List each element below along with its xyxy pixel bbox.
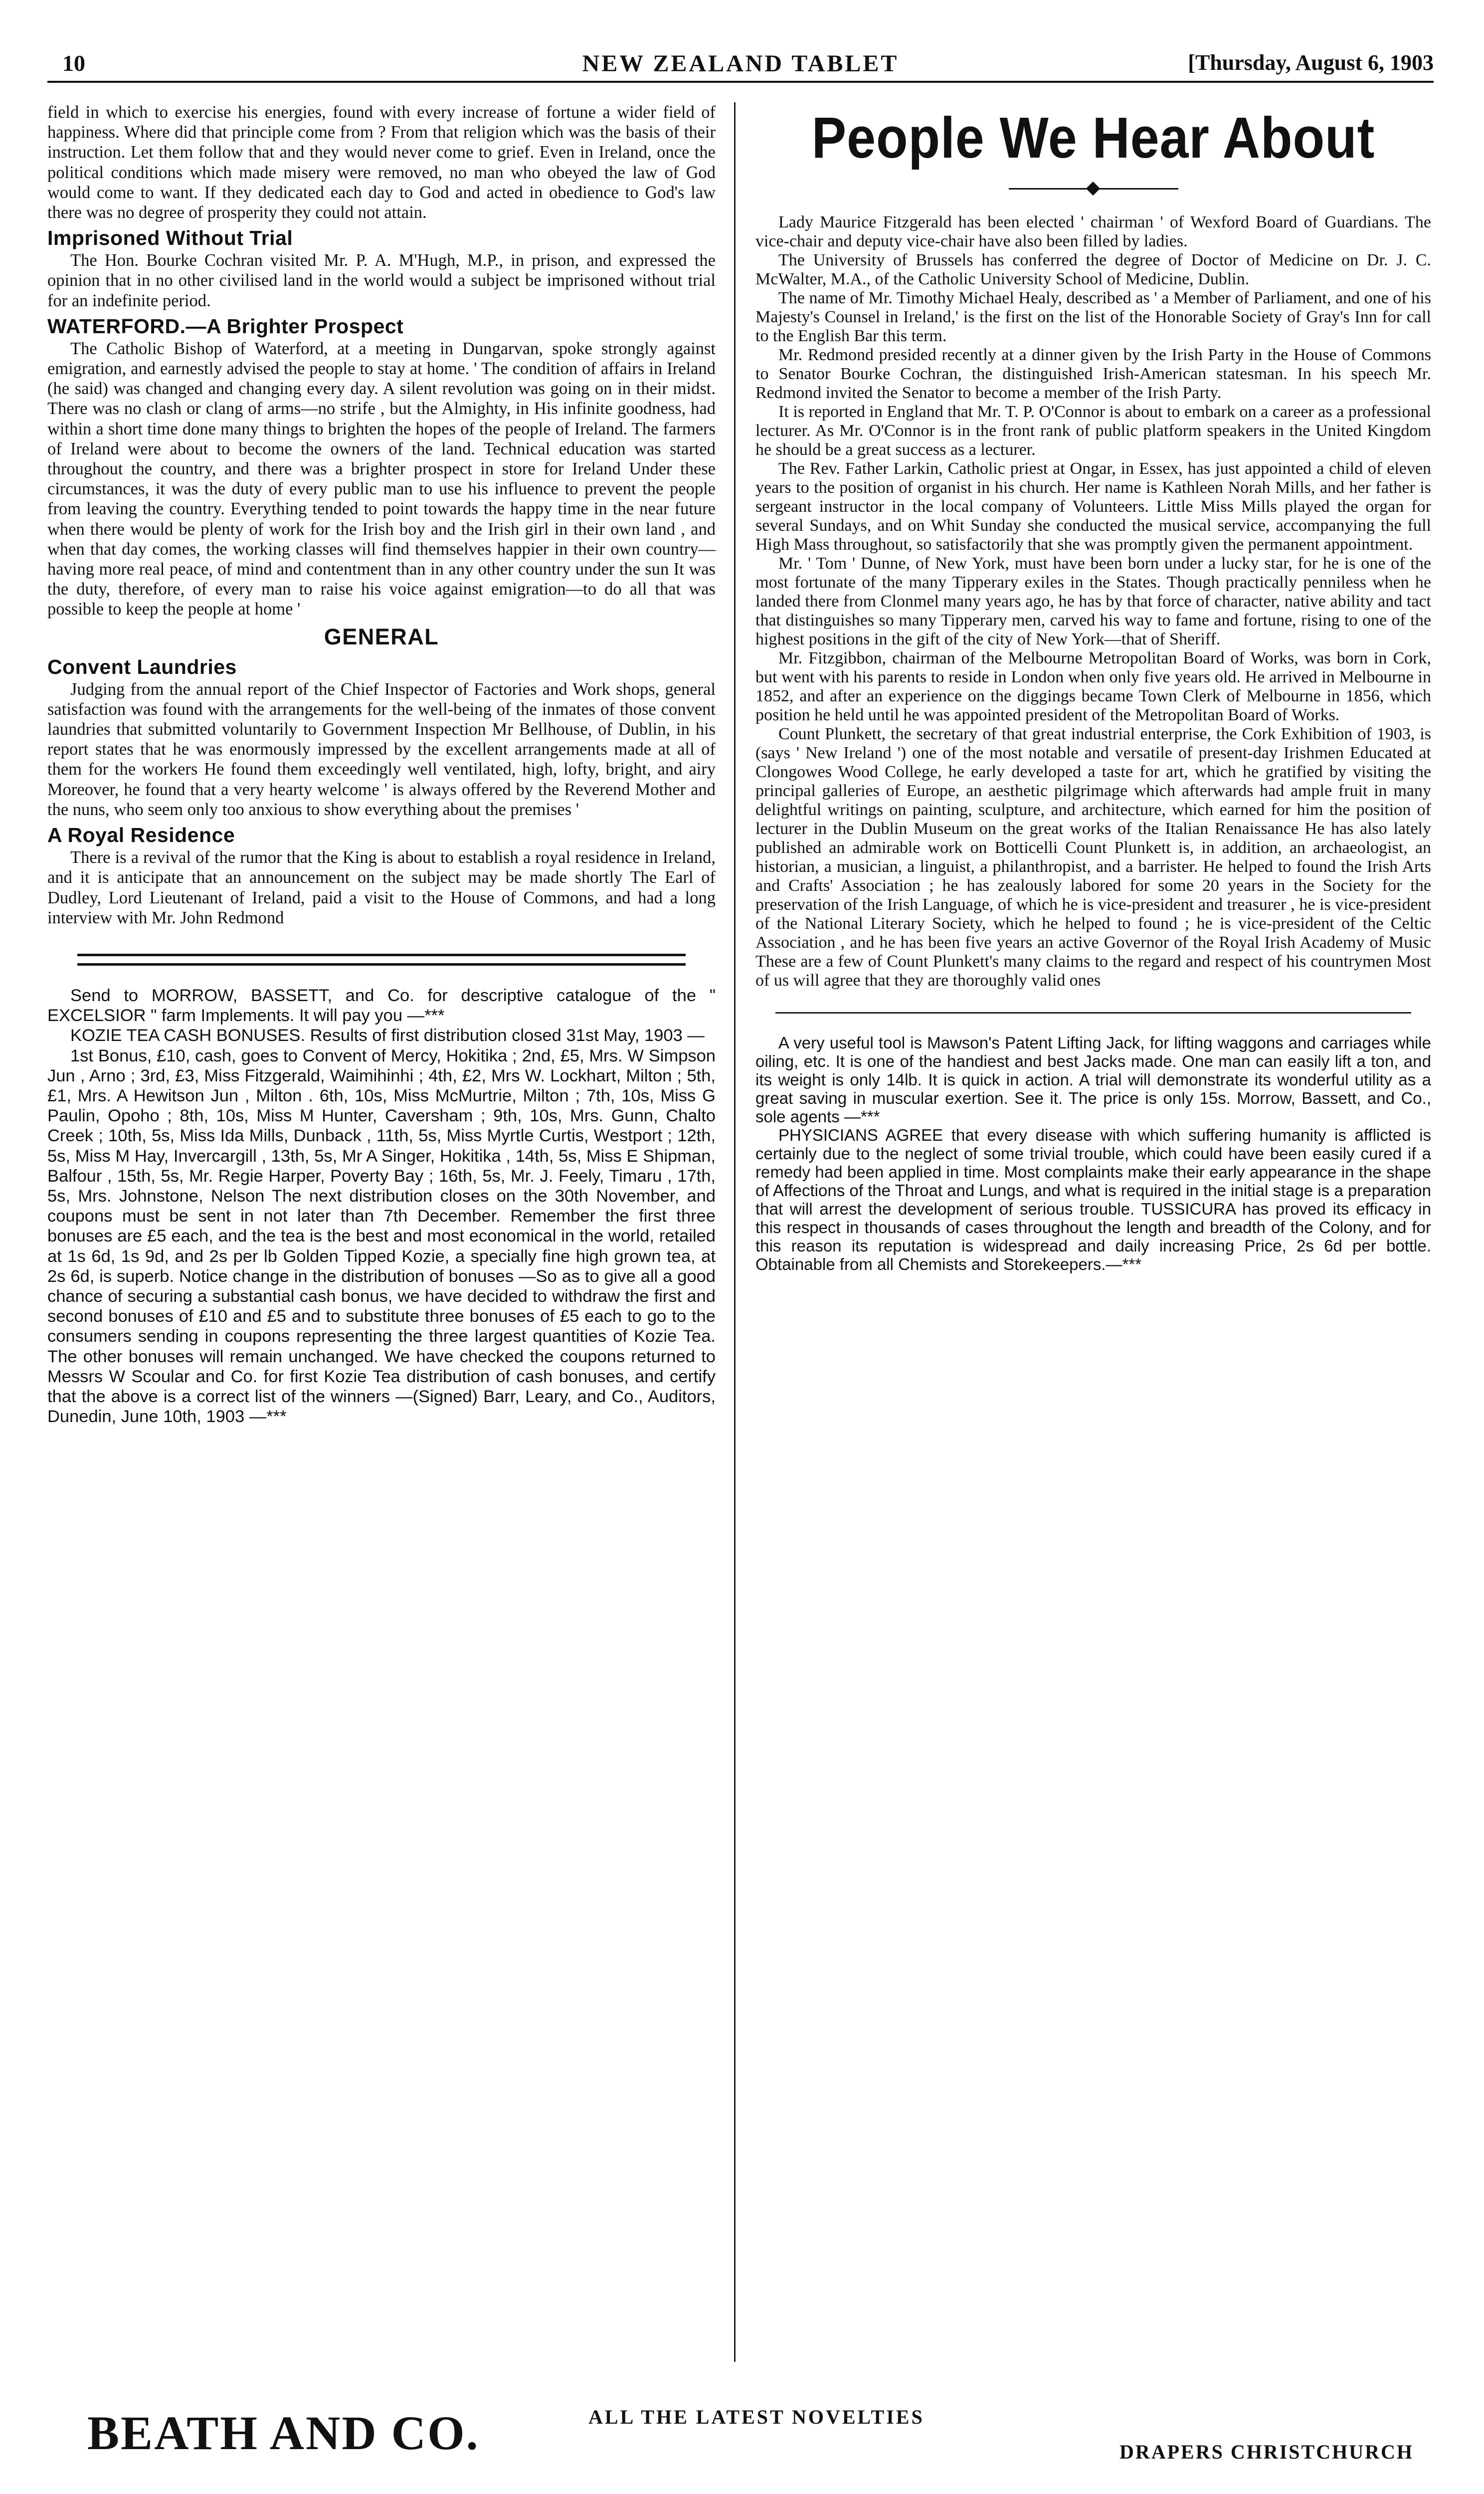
masthead (47, 50, 1434, 83)
tussicura-advert: PHYSICIANS AGREE that every disease with which suffering humanity is afflicted is certainly due to the neglect of some trivial trouble, which could have been easily cured if a remedy had been applied in time. Most complaints make their early appearance in the shape of Affections of the Throat and Lungs, and what is required in the initial stage is a preparation that will arrest the development of serious trouble. TUSSICURA has proved its efficacy in this respect in thousands of cases throughout the length and breadth of the Colony, and for this reason its reputation is widespread and daily increasing Price, 2s 6d per bottle. Obtainable from all Chemists and Storekeepers.—*** (755, 1126, 1431, 1273)
drapers-city: DRAPERS CHRISTCHURCH (1119, 2441, 1414, 2463)
morrow-advert: Send to MORROW, BASSETT, and Co. for descriptive catalogue of the " EXCELSIOR " farm Implements. It will pay you —*** (47, 986, 716, 1026)
lifting-jack-advert: A very useful tool is Mawson's Patent Lifting Jack, for lifting waggons and carriages while oiling, etc. It is one of the handiest and best Jacks made. One man can easily lift a ton, and its weight is only 14lb. It is quick in action. A trial will demonstrate its wonderful utility as a great saving in muscular exertion. See it. The price is only 15s. Morrow, Bassett, and Co., sole agents —*** (755, 1034, 1431, 1126)
advert-divider (775, 1012, 1411, 1014)
kozie-advert-title: KOZIE TEA CASH BONUSES. Results of first distribution closed 31st May, 1903 — (70, 1026, 705, 1045)
footer-advert (47, 2394, 1434, 2484)
convent-body: Judging from the annual report of the Chief Inspector of Factories and Work shops, general satisfaction was found with the arrangements for the well-being of the inmates of those convent laundries that submitted voluntarily to Government Inspection Mr Bellhouse, of Dublin, in his report states that he was enormously impressed by the excellent arrangements made at all of them for the workers He found them exceedingly well ventilated, high, lofty, bright, and airy Moreover, he found that a very hearty welcome ' is always offered by the Reverend Mother and the nuns, who seem only too anxious to show everything about the premises ' (47, 679, 716, 819)
section-divider (77, 954, 686, 966)
newspaper-title: NEW ZEALAND TABLET (582, 50, 899, 77)
news-item: Lady Maurice Fitzgerald has been elected ' chairman ' of Wexford Board of Guardians. The vice-chair and deputy vice-chair have also been filled by ladies. (755, 213, 1431, 250)
news-item: The Rev. Father Larkin, Catholic priest at Ongar, in Essex, has just appointed a child of eleven years to the position of organist in his church. Her name is Kathleen Norah Mills, and her father is sergeant instructor in the local company of Volunteers. Little Miss Mills played the organ for several Sundays, and on Whit Sunday she conducted the musical service, accompanying the full High Mass throughout, so satisfactorily that she was promptly given the permanent appointment. (755, 459, 1431, 554)
kozie-advert-body: 1st Bonus, £10, cash, goes to Convent of Mercy, Hokitika ; 2nd, £5, Mrs. W Simpson Jun , Arno ; 3rd, £3, Miss Fitzgerald, Waimihinhi ; 4th, £2, Mrs W. Lockhart, Milton ; 5th, £1, Mrs. A Hewitson Jun , Milton . 6th, 10s, Miss McMurtrie, Milton ; 7th, 10s, Miss G Paulin, Opoho ; 8th, 10s, Miss M Hunter, Caversham ; 9th, 10s, Mrs. Gunn, Chalto Creek ; 10th, 5s, Miss Ida Mills, Dunback , 11th, 5s, Miss Myrtle Curtis, Westport ; 12th, 5s, Miss M Hay, Invercargill , 13th, 5s, Mr A Singer, Hokitika , 14th, 5s, Miss E Shipman, Balfour , 15th, 5s, Mr. Regie Harper, Poverty Bay ; 16th, 5s, Mr. J. Feely, Timaru , 17th, 5s, Mrs. Johnstone, Nelson The next distribution closes on the 30th November, and coupons must be sent in not later than 7th December. Remember the first three bonuses are £5 each, and the tea is the best and most economical in the world, retailed at 1s 6d, 1s 9d, and 2s per lb Golden Tipped Kozie, a specially fine high grown tea, at 2s 6d, is superb. Notice change in the distribution of bonuses —So as to give all a good chance of securing a substantial cash bonus, we have decided to withdraw the first and second bonuses of £10 and £5 and to substitute three bonuses of £5 each to go to the consumers sending in coupons representing the three largest quantities of Kozie Tea. The other bonuses will remain unchanged. We have checked the coupons returned to Messrs W Scoular and Co. for first Kozie Tea distribution of cash bonuses, and certify that the above is a correct list of the winners —(Signed) Barr, Leary, and Co., Auditors, Dunedin, June 10th, 1903 —*** (47, 1046, 716, 1427)
diamond-ornament-icon (1086, 182, 1100, 196)
royal-heading: A Royal Residence (47, 824, 235, 847)
issue-date: [Thursday, August 6, 1903 (1188, 50, 1434, 75)
news-item: The University of Brussels has conferred the degree of Doctor of Medicine on Dr. J. C. McWalter, M.A., of the Catholic University School of Medicine, Dublin. (755, 251, 1431, 288)
general-heading: GENERAL (324, 624, 439, 649)
waterford-heading: WATERFORD.—A Brighter Prospect (47, 314, 404, 338)
news-item: Mr. Fitzgibbon, chairman of the Melbourne Metropolitan Board of Works, was born in Cork, but went with his parents to reside in London when only five years old. He arrived in Melbourne in 1852, and after an experience on the diggings became Town Clerk of Melbourne in 1856, which position he held until he was appointed president of the Metropolitan Board of Works. (755, 649, 1431, 724)
news-item: It is reported in England that Mr. T. P. O'Connor is about to embark on a career as a professional lecturer. As Mr. O'Connor is in the front rank of public platform speakers in the United Kingdom he should be a great success as a lecturer. (755, 403, 1431, 459)
page-number: 10 (62, 50, 85, 76)
beath-brand: BEATH AND CO. (87, 2406, 480, 2460)
left-column (47, 102, 716, 2377)
imprisoned-heading: Imprisoned Without Trial (47, 226, 293, 250)
right-column (755, 102, 1431, 2377)
ornament-rule (1009, 181, 1178, 196)
news-item: Count Plunkett, the secretary of that great industrial enterprise, the Cork Exhibition of 1903, is (says ' New Ireland ') one of the most notable and versatile of present-day Irishmen Educated at Clongowes Wood College, he early developed a taste for art, which he gratified by visiting the principal galleries of Europe, an aesthetic pilgrimage which afterwards had ample fruit in many delightful writings on painting, sculpture, and architecture, which earned for him the position of lecturer in the Dublin Museum on the great works of the Italian Renaissance He has also lately published an admirable work on Botticelli Count Plunkett is, in addition, an archaeologist, an historian, a musician, a linguist, a philanthropist, and a barrister. He helped to found the Irish Arts and Crafts' Association ; he has zealously labored for some 20 years in the Society for the preservation of the Irish Language, of which he is vice-president and treasurer , he is vice-president of the National Literary Society, which he helped to found ; he is vice-president of the Celtic Association , and he has been five years an active Governor of the Royal Irish Academy of Music These are a few of Count Plunkett's many claims to the regard and respect of his countrymen Most of us will agree that they are thoroughly valid ones (755, 725, 1431, 990)
royal-body: There is a revival of the rumor that the King is about to establish a royal residence in Ireland, and it is anticipate that an announcement on the subject may be made shortly The Earl of Dudley, Lord Lieutenant of Ireland, paid a visit to the House of Commons, and had a long interview with Mr. John Redmond (47, 848, 716, 927)
people-heading: People We Hear About (811, 106, 1375, 171)
column-divider (734, 102, 736, 2362)
news-item: Mr. Redmond presided recently at a dinner given by the Irish Party in the House of Commons to Senator Bourke Cochran, the distinguished Irish-American statesman. In his speech Mr. Redmond invited the Senator to become a member of the Irish Party. (755, 346, 1431, 402)
news-item: The name of Mr. Timothy Michael Healy, described as ' a Member of Parliament, and one of his Majesty's Counsel in Ireland,' is the first on the list of the Honorable Society of Gray's Inn for call to the English Bar this term. (755, 289, 1431, 345)
waterford-body: The Catholic Bishop of Waterford, at a meeting in Dungarvan, spoke strongly against emigration, and earnestly advised the people to stay at home. ' The condition of affairs in Ireland (he said) was changed and changing every day. A silent revolution was going on in their midst. There was no clash or clang of arms—no strife , but the Almighty, in His infinite goodness, had within a short time done many things to brighten the hopes of the people of Ireland. The farmers of Ireland were about to become the owners of the land. Technical education was started throughout the country, and there was a brighter prospect in store for Ireland Under these circumstances, it was the duty of every public man to use his influence to prevent the people from leaving the country. Everything tended to point towards the happy time in the near future when there would be plenty of work for the Irish boy and the Irish girl in their own land , and when that day comes, the working classes will find themselves happier in their own country—having more real peace, of mind and contentment than in any other country under the sun It was the duty, therefore, of every man to raise his voice against emigration—to do all that was possible to keep the people at home ' (47, 339, 716, 619)
news-item: Mr. ' Tom ' Dunne, of New York, must have been born under a lucky star, for he is one of the most fortunate of the many Tipperary exiles in the States. Though practically penniless when he landed there from Clonmel many years ago, he has by that force of character, native ability and tact that distinguishes so many Tipperary men, carved his way to fame and fortune, rising to one of the highest positions in the gift of the city of New York—that of Sheriff. (755, 554, 1431, 648)
intro-paragraph: field in which to exercise his energies, found with every increase of fortune a wider field of happiness. Where did that principle come from ? From that religion which was the basis of their instruction. Let them follow that and they would never come to grief. Even in Ireland, once the political conditions which made misery were removed, no man who obeyed the law of God would come to want. If they dedicated each day to God and acted in obedience to God's law there was no degree of prosperity they could not attain. (47, 103, 716, 222)
convent-heading: Convent Laundries (47, 655, 237, 678)
imprisoned-body: The Hon. Bourke Cochran visited Mr. P. A. M'Hugh, M.P., in prison, and expressed the opinion that in no other civilised land in the world would a subject be imprisoned without trial for an indefinite period. (47, 251, 716, 310)
novelties-tagline: ALL THE LATEST NOVELTIES (588, 2406, 925, 2428)
